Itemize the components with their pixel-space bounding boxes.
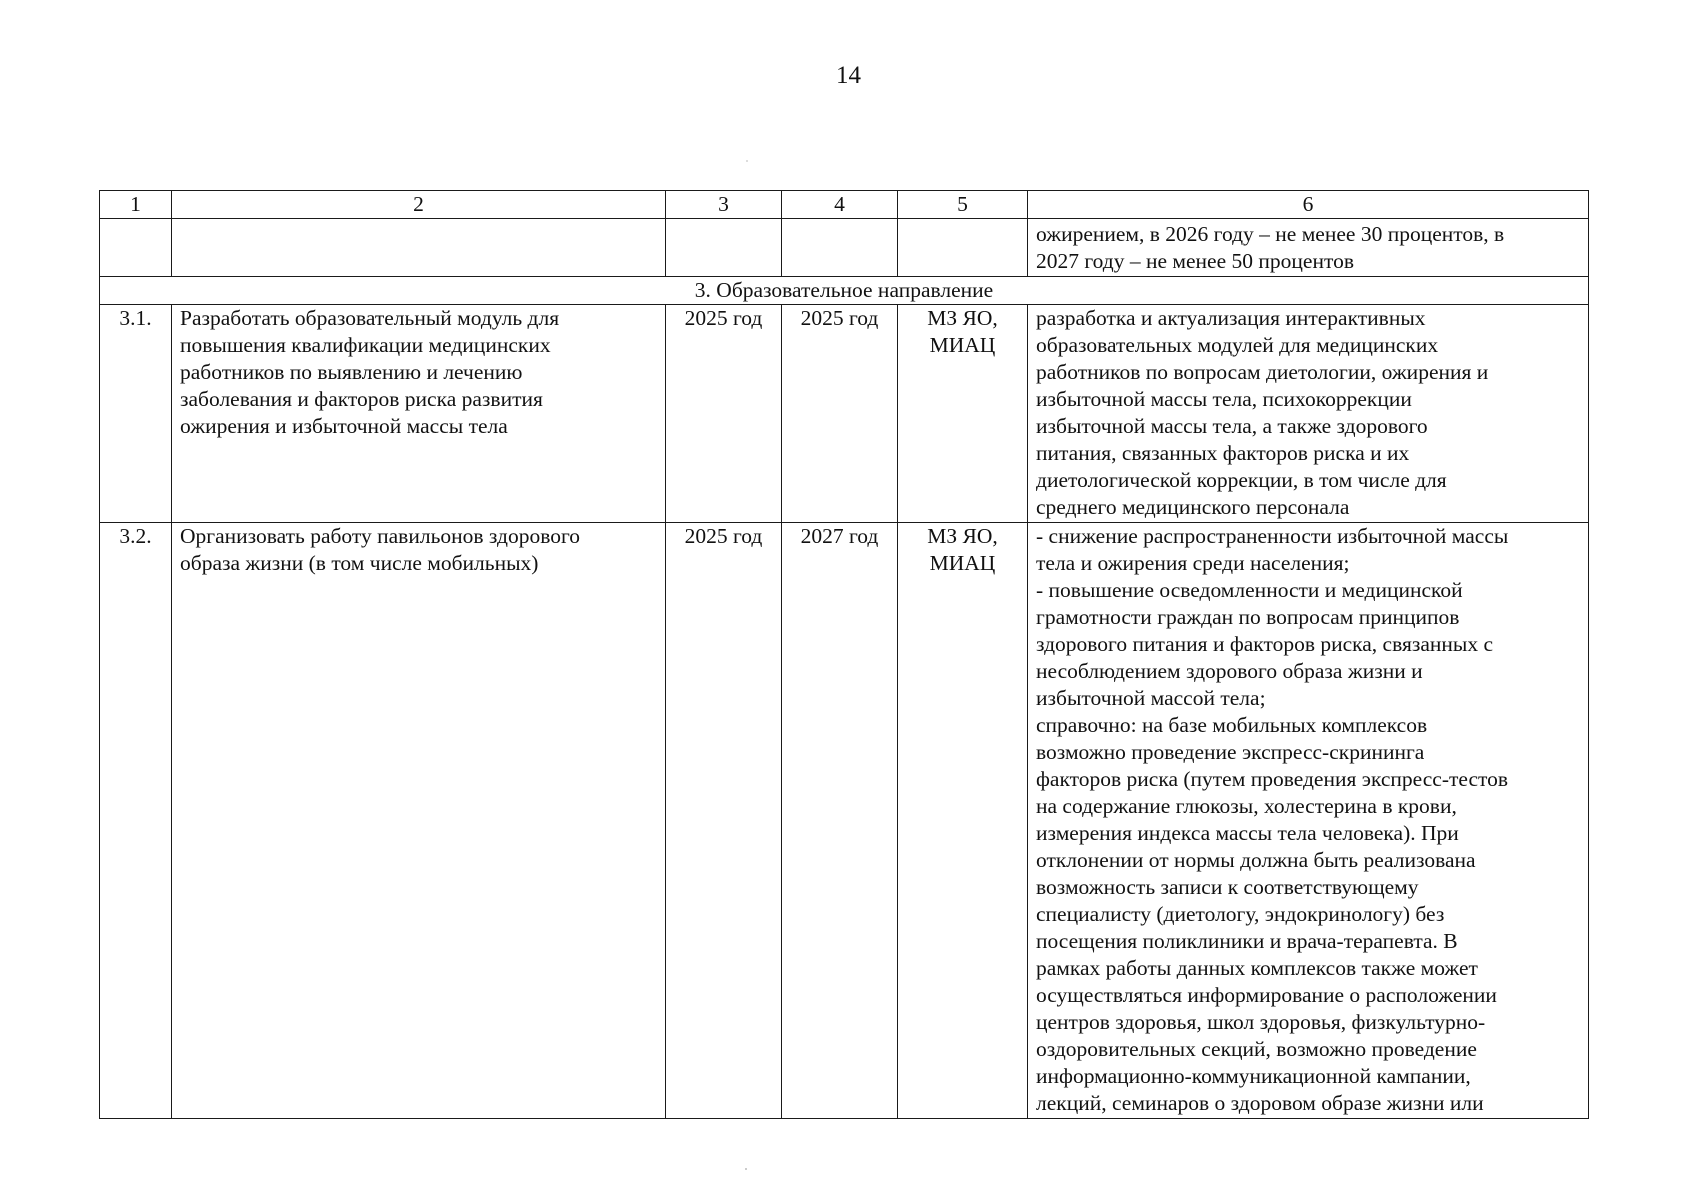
- task-line: образа жизни (в том числе мобильных): [180, 551, 539, 575]
- result-line: среднего медицинского персонала: [1036, 495, 1350, 519]
- continuation-result: [1028, 219, 1589, 277]
- result-line: - повышение осведомленности и медицинской: [1036, 578, 1463, 602]
- continuation-col-4: [782, 219, 898, 277]
- result-line: образовательных модулей для медицинских: [1036, 333, 1439, 357]
- result-line: тела и ожирения среди населения;: [1036, 551, 1350, 575]
- result-line: справочно: на базе мобильных комплексов: [1036, 713, 1428, 737]
- result-line: - снижение распространенности избыточной массы: [1036, 524, 1509, 548]
- row-start-year: 2025 год: [666, 523, 782, 1119]
- result-line: грамотности граждан по вопросам принципов: [1036, 605, 1460, 629]
- continuation-result-line: ожирением, в 2026 году – не менее 30 процентов, в: [1036, 222, 1505, 246]
- plan-table: [99, 190, 1589, 1119]
- result-line: специалисту (диетологу, эндокринологу) без: [1036, 902, 1445, 926]
- result-line: избыточной массы тела, а также здорового: [1036, 414, 1428, 438]
- task-line: заболевания и факторов риска развития: [180, 387, 543, 411]
- result-line: измерения индекса массы тела человека). При: [1036, 821, 1459, 845]
- row-end-year: 2027 год: [782, 523, 898, 1119]
- result-line: на содержание глюкозы, холестерина в крови,: [1036, 794, 1457, 818]
- row-executors: [898, 305, 1028, 523]
- continuation-col-5: [898, 219, 1028, 277]
- header-col-2: 2: [172, 191, 666, 219]
- section-title: 3. Образовательное направление: [100, 277, 1589, 305]
- result-line: здорового питания и факторов риска, связанных с: [1036, 632, 1494, 656]
- continuation-result-line: 2027 году – не менее 50 процентов: [1036, 249, 1354, 273]
- row-task: [172, 523, 666, 1119]
- continuation-col-1: [100, 219, 172, 277]
- header-col-3: 3: [666, 191, 782, 219]
- result-line: отклонении от нормы должна быть реализована: [1036, 848, 1476, 872]
- header-col-5: 5: [898, 191, 1028, 219]
- header-row: [100, 191, 1589, 219]
- result-line: возможность записи к соответствующему: [1036, 875, 1419, 899]
- result-line: информационно-коммуникационной кампании,: [1036, 1064, 1471, 1088]
- task-line: Организовать работу павильонов здорового: [180, 524, 580, 548]
- row-result: [1028, 523, 1589, 1119]
- result-line: оздоровительных секций, возможно проведение: [1036, 1037, 1477, 1061]
- result-line: центров здоровья, школ здоровья, физкультурно-: [1036, 1010, 1486, 1034]
- task-line: ожирения и избыточной массы тела: [180, 414, 508, 438]
- header-col-6: 6: [1028, 191, 1589, 219]
- task-line: Разработать образовательный модуль для: [180, 306, 560, 330]
- task-line: работников по выявлению и лечению: [180, 360, 523, 384]
- table-row: [100, 523, 1589, 1119]
- row-number: 3.1.: [100, 305, 172, 523]
- row-end-year: 2025 год: [782, 305, 898, 523]
- row-task: [172, 305, 666, 523]
- scan-speck: [746, 160, 748, 162]
- task-line: повышения квалификации медицинских: [180, 333, 551, 357]
- result-line: лекций, семинаров о здоровом образе жизни или: [1036, 1091, 1484, 1115]
- result-line: возможно проведение экспресс-скрининга: [1036, 740, 1425, 764]
- row-executors: [898, 523, 1028, 1119]
- result-line: питания, связанных факторов риска и их: [1036, 441, 1410, 465]
- header-col-1: 1: [100, 191, 172, 219]
- section-row: [100, 277, 1589, 305]
- result-line: посещения поликлиники и врача-терапевта. В: [1036, 929, 1458, 953]
- executor-line: МЗ ЯО,: [927, 306, 998, 330]
- result-line: избыточной массы тела, психокоррекции: [1036, 387, 1412, 411]
- executor-line: МЗ ЯО,: [927, 524, 998, 548]
- result-line: диетологической коррекции, в том числе для: [1036, 468, 1447, 492]
- row-result: [1028, 305, 1589, 523]
- continuation-row: [100, 219, 1589, 277]
- continuation-col-2: [172, 219, 666, 277]
- result-line: факторов риска (путем проведения экспресс-тестов: [1036, 767, 1509, 791]
- result-line: избыточной массой тела;: [1036, 686, 1266, 710]
- executor-line: МИАЦ: [929, 333, 996, 357]
- result-line: несоблюдением здорового образа жизни и: [1036, 659, 1423, 683]
- row-number: 3.2.: [100, 523, 172, 1119]
- continuation-col-3: [666, 219, 782, 277]
- result-line: осуществляться информирование о расположении: [1036, 983, 1497, 1007]
- page-number: 14: [836, 62, 861, 89]
- scan-speck: [745, 1168, 747, 1170]
- result-line: разработка и актуализация интерактивных: [1036, 306, 1426, 330]
- result-line: рамках работы данных комплексов также может: [1036, 956, 1478, 980]
- result-line: работников по вопросам диетологии, ожирения и: [1036, 360, 1489, 384]
- row-start-year: 2025 год: [666, 305, 782, 523]
- table-row: [100, 305, 1589, 523]
- header-col-4: 4: [782, 191, 898, 219]
- executor-line: МИАЦ: [929, 551, 996, 575]
